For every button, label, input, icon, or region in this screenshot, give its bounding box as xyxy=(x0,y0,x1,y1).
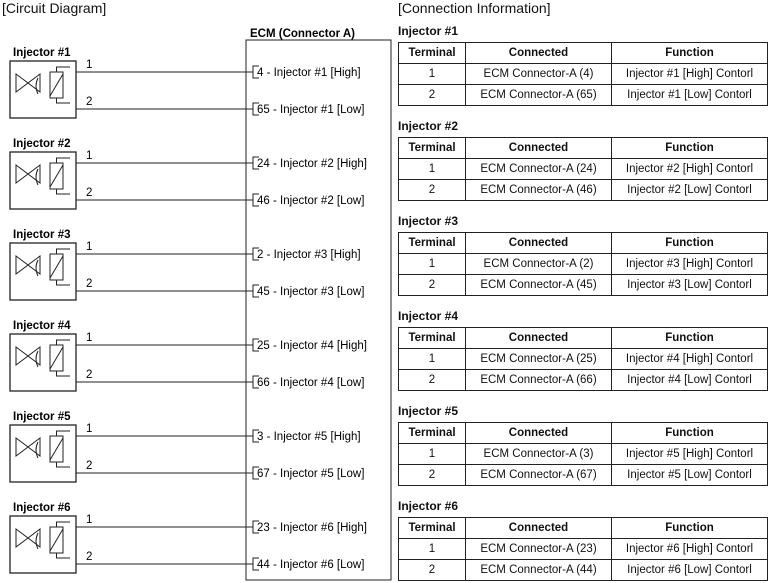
injector-heading: Injector #3 xyxy=(398,214,459,228)
injector-heading: Injector #4 xyxy=(398,309,459,323)
spring-arrow-icon xyxy=(36,442,38,458)
cell-function: Injector #3 [High] Contorl xyxy=(612,254,768,275)
cell-connected: ECM Connector-A (25) xyxy=(466,349,612,370)
spring-arrow-icon xyxy=(36,533,38,549)
injector-1-connection-block xyxy=(398,24,770,106)
table-row xyxy=(399,560,768,581)
injector-label: Injector #1 xyxy=(13,47,71,59)
cell-function: Injector #4 [Low] Contorl xyxy=(612,370,768,391)
injector-1-symbol xyxy=(10,47,76,118)
cell-function: Injector #2 [Low] Contorl xyxy=(612,180,768,201)
table-row xyxy=(399,180,768,201)
injector-heading: Injector #6 xyxy=(398,499,459,513)
ecm-connector-box xyxy=(246,40,391,580)
cell-connected: ECM Connector-A (65) xyxy=(466,85,612,106)
cell-connected: ECM Connector-A (46) xyxy=(466,180,612,201)
pin-number: 2 xyxy=(86,187,93,199)
injector-5-connection-block xyxy=(398,404,770,486)
cell-function: Injector #4 [High] Contorl xyxy=(612,349,768,370)
pin-number: 1 xyxy=(86,59,93,71)
solenoid-diagonal xyxy=(50,256,63,278)
injector-label: Injector #4 xyxy=(13,320,71,332)
coil-lead-bottom xyxy=(57,280,71,285)
injector-label: Injector #3 xyxy=(13,229,71,241)
ecm-pin-label: 44 - Injector #6 [Low] xyxy=(257,559,365,571)
connection-table xyxy=(398,422,768,486)
header-terminal: Terminal xyxy=(399,43,466,64)
cell-terminal: 1 xyxy=(399,539,466,560)
connection-table xyxy=(398,232,768,296)
header-connected: Connected xyxy=(466,518,612,539)
header-function: Function xyxy=(612,518,768,539)
ecm-title: ECM (Connector A) xyxy=(250,28,355,40)
table-header-row xyxy=(399,518,768,539)
cell-terminal: 2 xyxy=(399,85,466,106)
injector-2-connection-block xyxy=(398,119,770,201)
solenoid-diagonal xyxy=(50,438,63,460)
injector-4-symbol xyxy=(10,320,76,391)
cell-terminal: 2 xyxy=(399,275,466,296)
cell-terminal: 1 xyxy=(399,254,466,275)
cell-function: Injector #1 [High] Contorl xyxy=(612,64,768,85)
connection-info-title: [Connection Information] xyxy=(398,0,551,16)
solenoid-diagonal xyxy=(50,347,63,369)
cell-function: Injector #2 [High] Contorl xyxy=(612,159,768,180)
cell-terminal: 2 xyxy=(399,180,466,201)
circuit-diagram-title: [Circuit Diagram] xyxy=(2,0,107,16)
cell-connected: ECM Connector-A (2) xyxy=(466,254,612,275)
table-row xyxy=(399,370,768,391)
pin-number: 1 xyxy=(86,241,93,253)
coil-lead-top xyxy=(57,158,71,163)
cell-connected: ECM Connector-A (66) xyxy=(466,370,612,391)
pin-number: 1 xyxy=(86,332,93,344)
spring-arrow-icon xyxy=(36,78,38,94)
solenoid-diagonal xyxy=(50,74,63,96)
table-row xyxy=(399,64,768,85)
connection-table xyxy=(398,517,768,581)
coil-lead-bottom xyxy=(57,553,71,558)
ecm-pin-label: 4 - Injector #1 [High] xyxy=(257,67,361,79)
pin-number: 2 xyxy=(86,460,93,472)
solenoid-diagonal xyxy=(50,529,63,551)
coil-lead-bottom xyxy=(57,462,71,467)
table-row xyxy=(399,159,768,180)
header-function: Function xyxy=(612,328,768,349)
coil-lead-top xyxy=(57,522,71,527)
connection-table xyxy=(398,42,768,106)
cell-function: Injector #1 [Low] Contorl xyxy=(612,85,768,106)
coil-lead-bottom xyxy=(57,189,71,194)
header-function: Function xyxy=(612,423,768,444)
cell-terminal: 1 xyxy=(399,444,466,465)
connection-table xyxy=(398,327,768,391)
header-terminal: Terminal xyxy=(399,518,466,539)
cell-connected: ECM Connector-A (44) xyxy=(466,560,612,581)
table-header-row xyxy=(399,423,768,444)
solenoid-diagonal xyxy=(50,165,63,187)
cell-function: Injector #6 [Low] Contorl xyxy=(612,560,768,581)
header-connected: Connected xyxy=(466,233,612,254)
pin-number: 2 xyxy=(86,278,93,290)
header-function: Function xyxy=(612,138,768,159)
cell-function: Injector #5 [Low] Contorl xyxy=(612,465,768,486)
injector-4-connection-block xyxy=(398,309,770,391)
spring-arrow-icon xyxy=(36,169,38,185)
header-terminal: Terminal xyxy=(399,138,466,159)
coil-lead-top xyxy=(57,67,71,72)
spring-arrow-icon xyxy=(36,351,38,367)
cell-terminal: 1 xyxy=(399,159,466,180)
table-header-row xyxy=(399,43,768,64)
injector-6-symbol xyxy=(10,502,76,573)
injector-label: Injector #5 xyxy=(13,411,71,423)
table-header-row xyxy=(399,138,768,159)
header-terminal: Terminal xyxy=(399,328,466,349)
table-row xyxy=(399,85,768,106)
injector-3-symbol xyxy=(10,229,76,300)
coil-lead-top xyxy=(57,431,71,436)
cell-connected: ECM Connector-A (45) xyxy=(466,275,612,296)
table-row xyxy=(399,539,768,560)
ecm-pin-label: 46 - Injector #2 [Low] xyxy=(257,195,365,207)
table-header-row xyxy=(399,328,768,349)
cell-connected: ECM Connector-A (23) xyxy=(466,539,612,560)
cell-terminal: 2 xyxy=(399,370,466,391)
ecm-pin-label: 25 - Injector #4 [High] xyxy=(257,340,367,352)
header-connected: Connected xyxy=(466,138,612,159)
coil-lead-bottom xyxy=(57,98,71,103)
header-connected: Connected xyxy=(466,328,612,349)
injector-6-connection-block xyxy=(398,499,770,581)
pin-number: 2 xyxy=(86,369,93,381)
ecm-pin-label: 3 - Injector #5 [High] xyxy=(257,431,361,443)
ecm-pin-label: 45 - Injector #3 [Low] xyxy=(257,286,365,298)
ecm-pin-label: 66 - Injector #4 [Low] xyxy=(257,377,365,389)
pin-number: 2 xyxy=(86,551,93,563)
cell-function: Injector #6 [High] Contorl xyxy=(612,539,768,560)
table-row xyxy=(399,349,768,370)
ecm-pin-label: 67 - Injector #5 [Low] xyxy=(257,468,365,480)
pin-number: 1 xyxy=(86,150,93,162)
injector-3-connection-block xyxy=(398,214,770,296)
cell-connected: ECM Connector-A (3) xyxy=(466,444,612,465)
injector-label: Injector #6 xyxy=(13,502,71,514)
ecm-pin-label: 23 - Injector #6 [High] xyxy=(257,522,367,534)
coil-lead-top xyxy=(57,340,71,345)
cell-terminal: 1 xyxy=(399,64,466,85)
injector-layer xyxy=(10,47,367,573)
spring-arrow-icon xyxy=(36,260,38,276)
injector-2-symbol xyxy=(10,138,76,209)
ecm-pin-label: 24 - Injector #2 [High] xyxy=(257,158,367,170)
table-row xyxy=(399,254,768,275)
ecm-pin-label: 65 - Injector #1 [Low] xyxy=(257,104,365,116)
coil-lead-top xyxy=(57,249,71,254)
table-header-row xyxy=(399,233,768,254)
table-row xyxy=(399,444,768,465)
ecm-pin-label: 2 - Injector #3 [High] xyxy=(257,249,361,261)
table-row xyxy=(399,275,768,296)
cell-connected: ECM Connector-A (4) xyxy=(466,64,612,85)
header-function: Function xyxy=(612,43,768,64)
pin-number: 2 xyxy=(86,96,93,108)
cell-function: Injector #3 [Low] Contorl xyxy=(612,275,768,296)
connection-table xyxy=(398,137,768,201)
header-connected: Connected xyxy=(466,423,612,444)
cell-function: Injector #5 [High] Contorl xyxy=(612,444,768,465)
cell-connected: ECM Connector-A (67) xyxy=(466,465,612,486)
injector-heading: Injector #5 xyxy=(398,404,459,418)
injector-5-symbol xyxy=(10,411,76,482)
pin-number: 1 xyxy=(86,514,93,526)
pin-number: 1 xyxy=(86,423,93,435)
coil-lead-bottom xyxy=(57,371,71,376)
cell-terminal: 2 xyxy=(399,560,466,581)
header-function: Function xyxy=(612,233,768,254)
cell-terminal: 2 xyxy=(399,465,466,486)
injector-heading: Injector #2 xyxy=(398,119,459,133)
injector-heading: Injector #1 xyxy=(398,24,459,38)
table-row xyxy=(399,465,768,486)
injector-label: Injector #2 xyxy=(13,138,71,150)
header-connected: Connected xyxy=(466,43,612,64)
cell-terminal: 1 xyxy=(399,349,466,370)
cell-connected: ECM Connector-A (24) xyxy=(466,159,612,180)
header-terminal: Terminal xyxy=(399,423,466,444)
header-terminal: Terminal xyxy=(399,233,466,254)
